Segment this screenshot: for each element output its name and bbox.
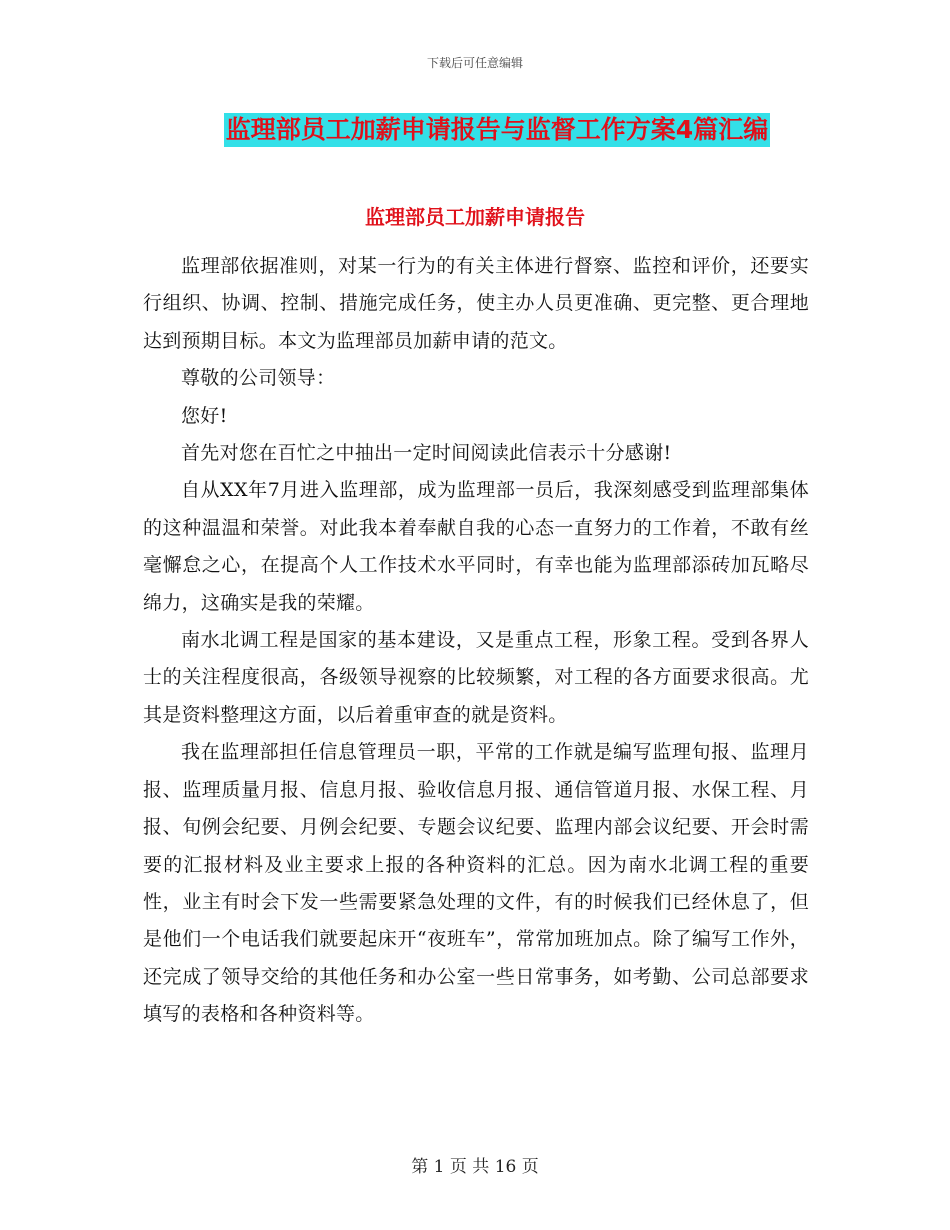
paragraph-joining: 自从XX年7月进入监理部，成为监理部一员后，我深刻感受到监理部集体的这种温温和荣誉。对此我本着奉献自我的心态一直努力的工作着，不敢有丝毫懈怠之心，在提高个人工作技术水平同时，有幸也能为监理部添砖加瓦略尽绵力，这确实是我的荣耀。 bbox=[143, 479, 809, 614]
document-body bbox=[143, 248, 809, 1034]
paragraph-thanks: 首先对您在百忙之中抽出一定时间阅读此信表示十分感谢! bbox=[181, 442, 672, 465]
paragraph-greeting: 您好! bbox=[181, 404, 228, 427]
paragraph-project: 南水北调工程是国家的基本建设，又是重点工程，形象工程。受到各界人士的关注程度很高，各级领导视察的比较频繁，对工程的各方面要求很高。尤其是资料整理这方面，以后着重审查的就是资料。 bbox=[143, 629, 809, 726]
document-title: 监理部员工加薪申请报告与监督工作方案4篇汇编 bbox=[224, 113, 770, 147]
paragraph-salutation: 尊敬的公司领导： bbox=[181, 367, 336, 390]
paragraph-intro: 监理部依据准则，对某一行为的有关主体进行督察、监控和评价，还要实行组织、协调、控制、措施完成任务，使主办人员更准确、更完整、更合理地达到预期目标。本文为监理部员加薪申请的范文。 bbox=[143, 255, 809, 352]
section-title: 监理部员工加薪申请报告 bbox=[365, 205, 585, 229]
document-title-container bbox=[0, 113, 950, 147]
header-note: 下载后可任意编辑 bbox=[426, 56, 523, 70]
page-number-footer: 第 1 页 共 16 页 bbox=[411, 1157, 539, 1177]
paragraph-duties: 我在监理部担任信息管理员一职，平常的工作就是编写监理旬报、监理月报、监理质量月报、信息月报、验收信息月报、通信管道月报、水保工程、月报、旬例会纪要、月例会纪要、专题会议纪要、监理内部会议纪要、开会时需要的汇报材料及业主要求上报的各种资料的汇总。因为南水北调工程的重要性，业主有时会下发一些需要紧急处理的文件，有的时候我们已经休息了，但是他们一个电话我们就要起床开“夜班车”，常常加班加点。除了编写工作外，还完成了领导交给的其他任务和办公室一些日常事务，如考勤、公司总部要求填写的表格和各种资料等。 bbox=[143, 741, 809, 1026]
